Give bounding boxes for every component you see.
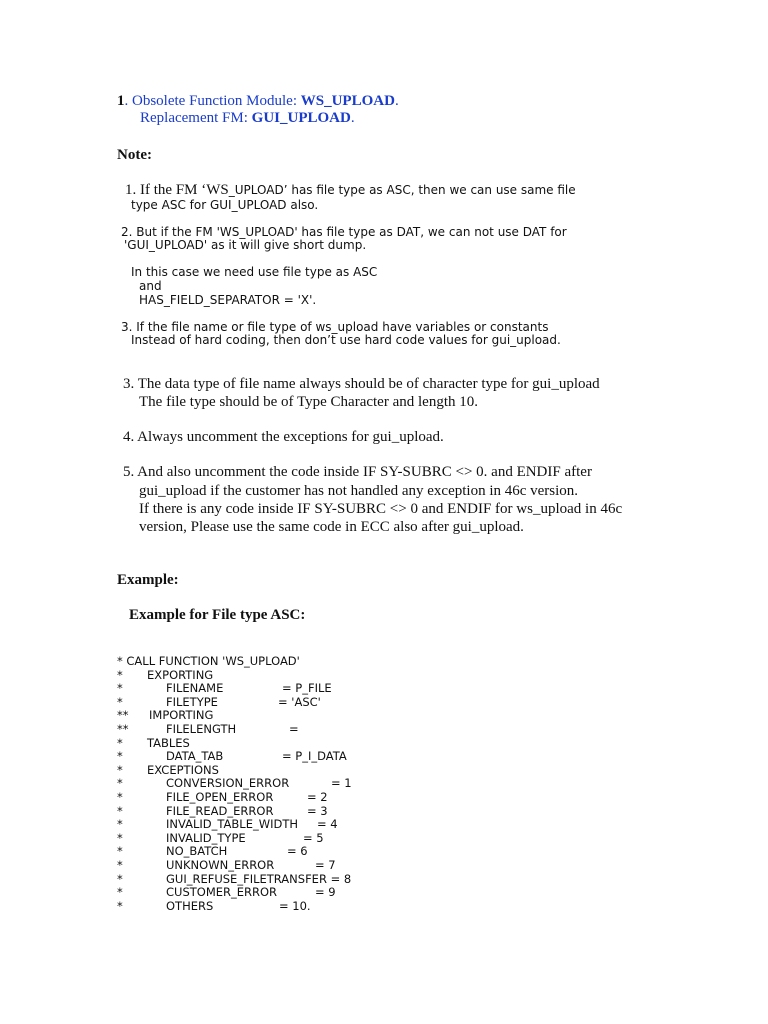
- code-marker: *: [117, 871, 123, 886]
- obsolete-fm-line: [117, 93, 399, 110]
- code-value: = 'ASC': [278, 694, 321, 709]
- replacement-label: Replacement FM:: [140, 110, 252, 126]
- code-keyword: IMPORTING: [149, 708, 214, 723]
- code-value: = 9: [315, 885, 336, 900]
- code-keyword: FILE_OPEN_ERROR: [166, 790, 274, 804]
- obsolete-label: . Obsolete Function Module:: [124, 93, 301, 109]
- code-value: = 1: [331, 776, 352, 791]
- obsolete-end: .: [394, 93, 399, 109]
- code-keyword: NO_BATCH: [166, 844, 228, 859]
- code-line: [117, 791, 677, 805]
- code-keyword: FILE_READ_ERROR: [166, 803, 274, 818]
- code-marker: *: [117, 776, 123, 791]
- code-marker: *: [117, 858, 123, 872]
- code-keyword: INVALID_TYPE: [166, 830, 246, 845]
- note-1-line-1: [125, 181, 576, 199]
- code-keyword: INVALID_TABLE_WIDTH: [166, 817, 298, 832]
- note-1-rest: _UPLOAD’ has file type as ASC, then we can use same file: [228, 183, 576, 197]
- code-keyword: OTHERS: [166, 898, 214, 913]
- code-marker: *: [117, 735, 123, 750]
- code-line: [117, 900, 677, 914]
- code-value: = P_FILE: [282, 681, 332, 696]
- note-3-line-2: Instead of hard coding, then don’t use hard code values for gui_upload.: [131, 333, 561, 347]
- note-5-line-3: If there is any code inside IF SY-SUBRC <> 0 and ENDIF for ws_upload in 46c: [139, 501, 623, 517]
- code-value: = 6: [287, 844, 308, 859]
- code-line: [117, 737, 677, 751]
- code-marker: *: [117, 790, 123, 804]
- code-marker: *: [117, 681, 123, 696]
- code-line: [117, 709, 677, 723]
- code-marker: **: [117, 722, 129, 736]
- heading-number: 1: [117, 93, 125, 109]
- code-keyword: CONVERSION_ERROR: [166, 776, 290, 791]
- code-keyword: GUI_REFUSE_FILETRANSFER = 8: [166, 871, 352, 886]
- code-line: [117, 886, 677, 900]
- code-value: =: [289, 722, 299, 736]
- code-marker: * CALL FUNCTION 'WS_UPLOAD': [117, 654, 300, 668]
- code-marker: *: [117, 762, 123, 777]
- code-marker: *: [117, 749, 123, 764]
- code-line: [117, 845, 677, 859]
- code-marker: *: [117, 667, 123, 682]
- code-value: = 7: [315, 858, 336, 872]
- code-line: [117, 696, 677, 710]
- code-marker: *: [117, 898, 123, 913]
- code-keyword: FILELENGTH: [166, 722, 237, 736]
- code-marker: *: [117, 694, 123, 709]
- code-marker: **: [117, 708, 129, 723]
- code-marker: *: [117, 830, 123, 845]
- code-line: [117, 859, 677, 873]
- code-line: [117, 818, 677, 832]
- code-value: = 3: [307, 803, 328, 818]
- code-line: [117, 669, 677, 683]
- note-3-line-1: 3. If the file name or file type of ws_upload have variables or constants: [121, 320, 549, 334]
- note-2-line-4: and: [139, 279, 162, 293]
- note-5-line-2: gui_upload if the customer has not handled any exception in 46c version.: [139, 483, 579, 499]
- code-marker: *: [117, 817, 123, 832]
- replacement-fm-line: [140, 110, 355, 127]
- code-value: = 5: [303, 830, 324, 845]
- replacement-fm-name: GUI_UPLOAD: [251, 110, 351, 126]
- code-line: [117, 777, 677, 791]
- code-line: [117, 832, 677, 846]
- code-keyword: EXCEPTIONS: [147, 762, 219, 777]
- code-marker: *: [117, 803, 123, 818]
- note-2-line-1: 2. But if the FM 'WS_UPLOAD' has file type as DAT, we can not use DAT for: [121, 225, 567, 239]
- code-keyword: FILENAME: [166, 681, 224, 696]
- code-keyword: UNKNOWN_ERROR: [166, 858, 275, 872]
- code-keyword: EXPORTING: [147, 667, 214, 682]
- note-2-line-2: 'GUI_UPLOAD' as it will give short dump.: [124, 238, 367, 252]
- code-marker: *: [117, 885, 123, 900]
- code-line: [117, 682, 677, 696]
- example-subtitle: Example for File type ASC:: [129, 607, 306, 623]
- note-3b-line-2: The file type should be of Type Character and length 10.: [139, 394, 478, 410]
- note-title: Note:: [117, 147, 152, 163]
- code-line: [117, 655, 677, 669]
- code-keyword: DATA_TAB: [166, 749, 224, 764]
- code-line: [117, 750, 677, 764]
- note-1-line-2: type ASC for GUI_UPLOAD also.: [131, 198, 319, 212]
- note-5-line-4: version, Please use the same code in ECC also after gui_upload.: [139, 519, 524, 535]
- note-2-line-5: HAS_FIELD_SEPARATOR = 'X'.: [139, 293, 317, 307]
- note-5-line-1: 5. And also uncomment the code inside IF SY-SUBRC <> 0. and ENDIF after: [123, 464, 592, 480]
- note-2-line-3: In this case we need use file type as ASC: [131, 265, 378, 279]
- code-marker: *: [117, 844, 123, 859]
- code-line: [117, 723, 677, 737]
- code-line: [117, 873, 677, 887]
- code-line: [117, 805, 677, 819]
- note-1-prefix: 1. If the FM ‘WS: [125, 182, 229, 198]
- code-keyword: CUSTOMER_ERROR: [166, 885, 278, 900]
- code-line: [117, 764, 677, 778]
- code-value: = 4: [317, 817, 338, 832]
- code-keyword: FILETYPE: [166, 694, 218, 709]
- obsolete-fm-name: WS_UPLOAD: [300, 93, 395, 109]
- code-value: = P_I_DATA: [282, 749, 347, 764]
- code-value: = 2: [307, 790, 328, 804]
- example-title: Example:: [117, 572, 179, 588]
- code-value: = 10.: [279, 898, 311, 913]
- replacement-end: .: [350, 110, 355, 126]
- note-4: 4. Always uncomment the exceptions for gui_upload.: [123, 429, 444, 445]
- note-3b-line-1: 3. The data type of file name always should be of character type for gui_upload: [123, 376, 600, 392]
- code-keyword: TABLES: [147, 735, 190, 750]
